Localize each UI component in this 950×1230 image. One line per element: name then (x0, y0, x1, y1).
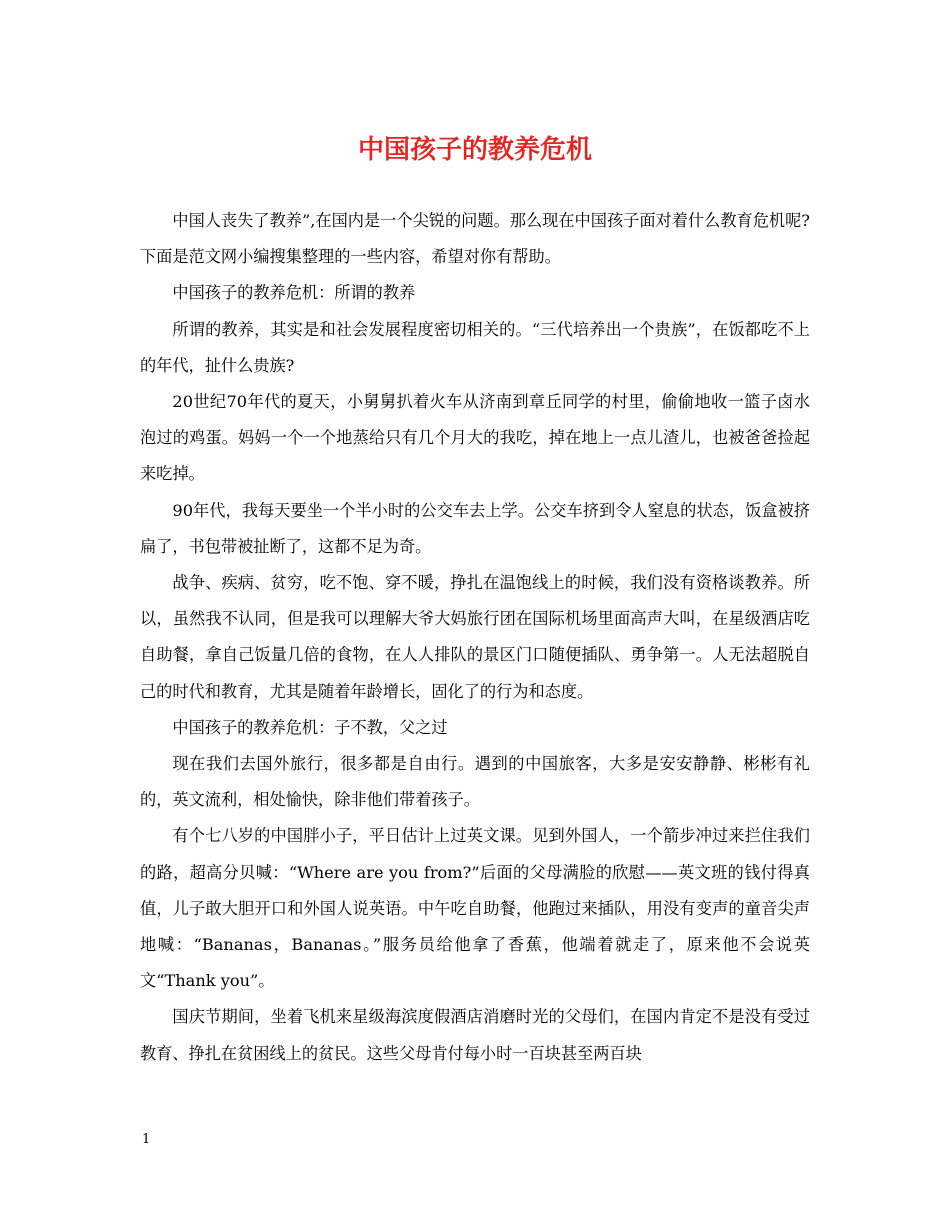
paragraph: 战争、疾病、贫穷，吃不饱、穿不暖，挣扎在温饱线上的时候，我们没有资格谈教养。所以，虽然我不认同，但是我可以理解大爷大妈旅行团在国际机场里面高声大叫，在星级酒店吃自助餐，拿自己饭量几倍的食物，在人人排队的景区门口随便插队、勇争第一。人无法超脱自己的时代和教育，尤其是随着年龄增长，固化了的行为和态度。 (140, 573, 810, 701)
paragraph: 有个七八岁的中国胖小子，平日估计上过英文课。见到外国人，一个箭步冲过来拦住我们的路，超高分贝喊：“Where are you from?”后面的父母满脸的欣慰——英文班的钱付得真值，儿子敢大胆开口和外国人说英语。中午吃自助餐，他跑过来插队，用没有变声的童音尖声地喊：“Bananas，Bananas。”服务员给他拿了香蕉，他端着就走了，原来他不会说英文“Thank you”。 (140, 826, 810, 991)
paragraph: 20世纪70年代的夏天，小舅舅扒着火车从济南到章丘同学的村里，偷偷地收一篮子卤水泡过的鸡蛋。妈妈一个一个地蒸给只有几个月大的我吃，掉在地上一点儿渣儿，也被爸爸捡起来吃掉。 (140, 392, 810, 484)
paragraph: 中国人丧失了教养”,在国内是一个尖锐的问题。那么现在中国孩子面对着什么教育危机呢?下面是范文网小编搜集整理的一些内容，希望对你有帮助。 (140, 211, 810, 267)
document-body (140, 203, 810, 1072)
paragraph: 90年代，我每天要坐一个半小时的公交车去上学。公交车挤到令人窒息的状态，饭盒被挤扁了，书包带被扯断了，这都不足为奇。 (140, 500, 810, 556)
section-heading: 中国孩子的教养危机：子不教，父之过 (172, 717, 448, 737)
paragraph: 现在我们去国外旅行，很多都是自由行。遇到的中国旅客，大多是安安静静、彬彬有礼的，英文流利，相处愉快，除非他们带着孩子。 (140, 754, 810, 810)
document-title: 中国孩子的教养危机 (357, 135, 592, 165)
page-number: 1 (142, 1132, 151, 1147)
section-heading: 中国孩子的教养危机：所谓的教养 (172, 283, 416, 303)
paragraph: 国庆节期间，坐着飞机来星级海滨度假酒店消磨时光的父母们，在国内肯定不是没有受过教育、挣扎在贫困线上的贫民。这些父母肯付每小时一百块甚至两百块 (140, 1007, 810, 1063)
paragraph: 所谓的教养，其实是和社会发展程度密切相关的。“三代培养出一个贵族”，在饭都吃不上的年代，扯什么贵族? (140, 319, 810, 375)
